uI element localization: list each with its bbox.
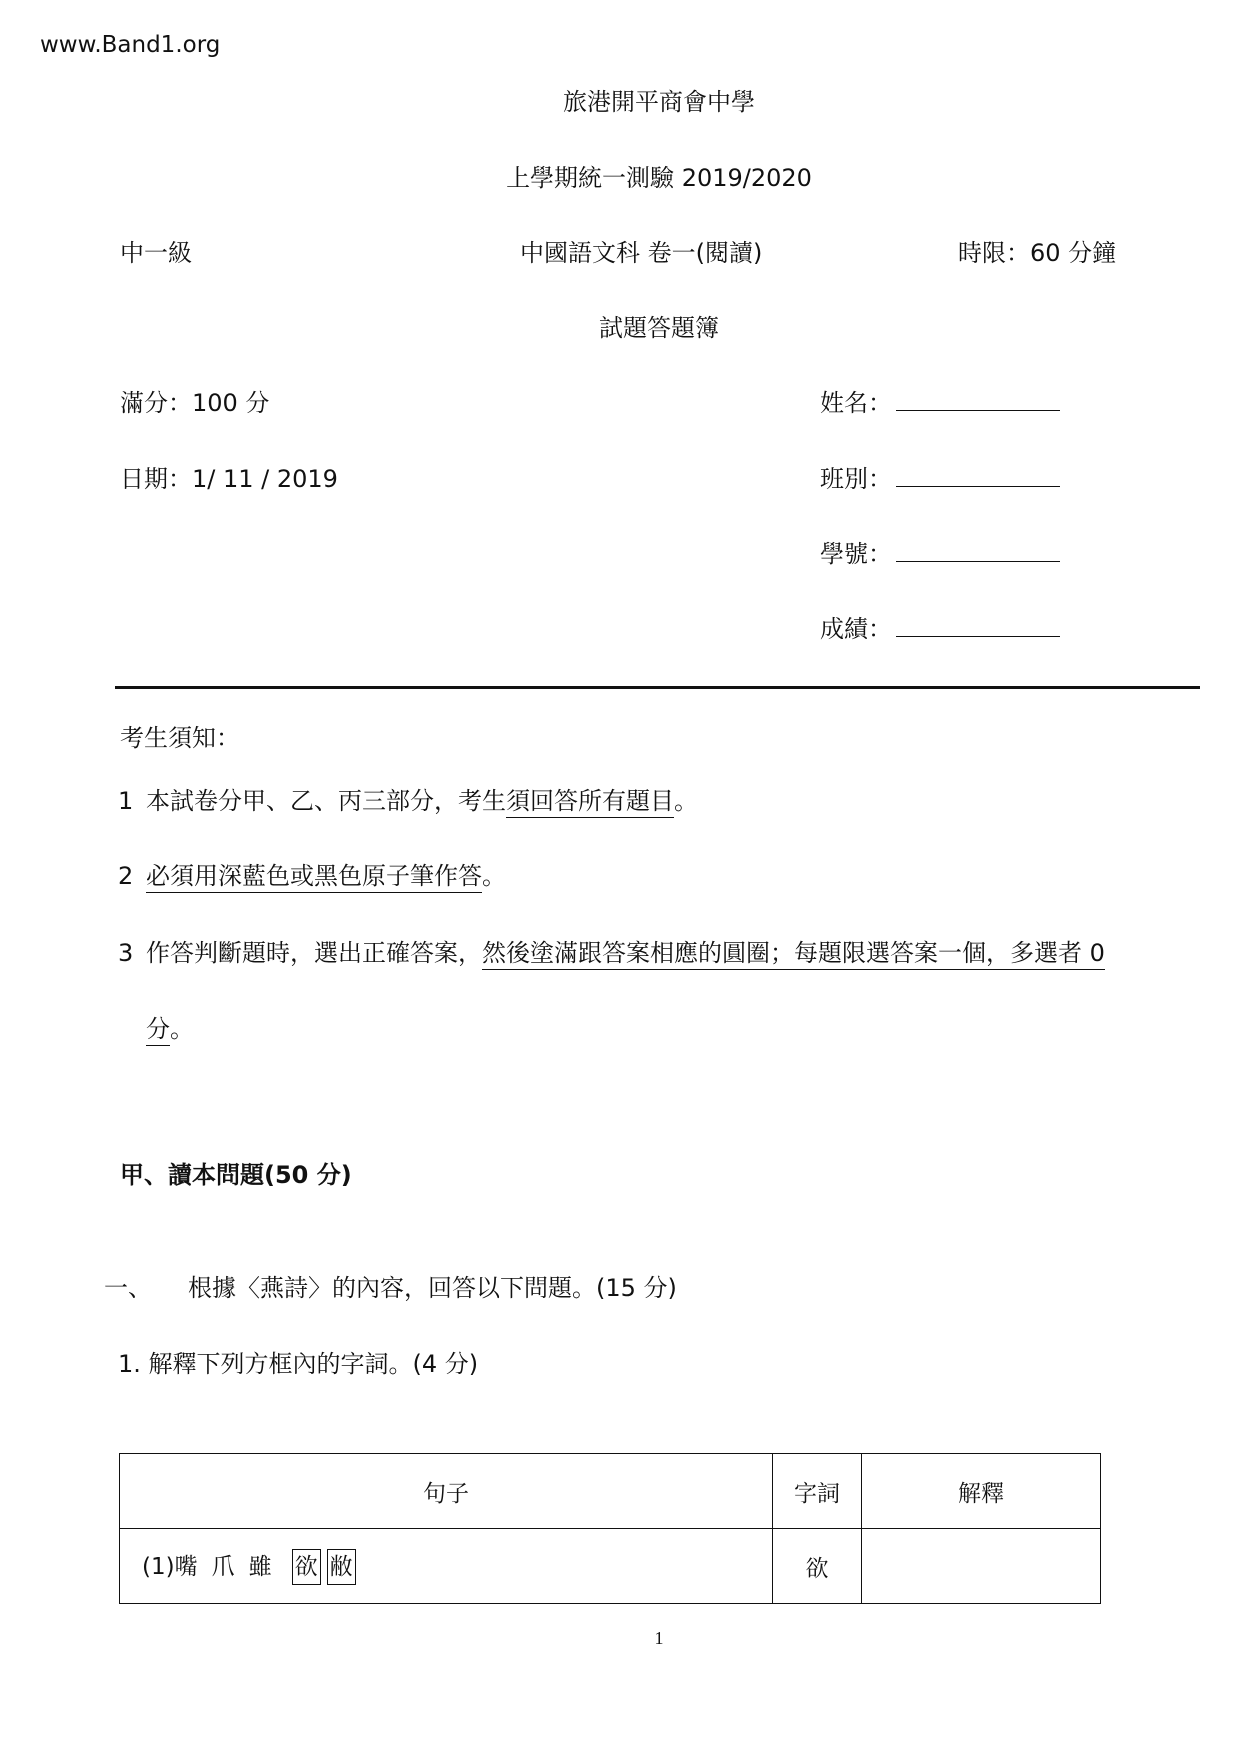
- score-blank[interactable]: [896, 614, 1060, 637]
- section-title: 甲、讀本問題(50 分): [120, 1161, 352, 1189]
- sentence-cell: [120, 1529, 773, 1604]
- header-word: 字詞: [773, 1454, 862, 1529]
- notice-item-3-text: 作答判斷題時，選出正確答案，: [146, 939, 482, 967]
- student-number-field-label: 學號：: [820, 540, 892, 568]
- score-field: [820, 609, 1060, 644]
- exam-name: 上學期統一測驗 2019/2020: [506, 164, 812, 192]
- table-header-row: [120, 1454, 1101, 1529]
- subject-label: 中國語文科 卷一(閱讀): [520, 239, 763, 267]
- explanation-cell[interactable]: [862, 1529, 1101, 1604]
- notice-item-1-text: 本試卷分甲、乙、丙三部分，考生: [146, 787, 506, 815]
- time-limit: 時限：60 分鐘: [958, 239, 1117, 267]
- question-one: [104, 1268, 677, 1303]
- notice-item-2-underlined: 必須用深藍色或黑色原子筆作答: [146, 862, 482, 893]
- name-blank[interactable]: [896, 388, 1060, 411]
- table-row: [120, 1529, 1101, 1604]
- notice-item-3-continued: [146, 1009, 194, 1044]
- sentence-word-3: 雖: [248, 1553, 272, 1580]
- grade-label: 中一級: [120, 239, 192, 267]
- student-number-field: [820, 534, 1060, 569]
- boxed-word-1: 欲: [292, 1549, 321, 1585]
- sub-question: [118, 1344, 478, 1379]
- booklet-title: 試題答題簿: [599, 314, 719, 342]
- question-one-text: 根據〈燕詩〉的內容，回答以下問題。(15 分): [188, 1274, 677, 1302]
- notice-item-1-number: 1: [118, 787, 134, 815]
- notice-item-2-number: 2: [118, 862, 134, 890]
- header-sentence: 句子: [120, 1454, 773, 1529]
- header-explanation: 解釋: [862, 1454, 1101, 1529]
- sentence-word-2: 爪: [211, 1553, 235, 1580]
- exam-date: 日期：1/ 11 / 2019: [120, 465, 338, 493]
- full-marks: 滿分：100 分: [120, 389, 270, 417]
- watermark: www.Band1.org: [40, 32, 221, 58]
- score-field-label: 成績：: [820, 615, 892, 643]
- boxed-word-2: 敝: [327, 1549, 356, 1585]
- sentence-prefix: (1)嘴: [142, 1553, 198, 1580]
- class-field: [820, 459, 1060, 494]
- name-field-label: 姓名：: [820, 389, 892, 417]
- notice-item-3: [118, 933, 1105, 968]
- school-name: 旅港開平商會中學: [563, 88, 755, 116]
- notice-item-3-line2-end: 。: [170, 1015, 194, 1043]
- notice-item-1: [118, 781, 698, 816]
- notice-item-2: [118, 856, 506, 891]
- name-field: [820, 383, 1060, 418]
- question-one-number: 一、: [104, 1274, 152, 1302]
- word-cell: 欲: [773, 1529, 862, 1604]
- class-blank[interactable]: [896, 464, 1060, 487]
- sub-question-number: 1.: [118, 1350, 141, 1378]
- page-number: 1: [654, 1628, 664, 1648]
- notice-item-3-line2-underlined: 分: [146, 1015, 170, 1046]
- notice-item-3-number: 3: [118, 939, 134, 967]
- notice-item-1-end: 。: [674, 787, 698, 815]
- notice-title: 考生須知：: [120, 724, 240, 752]
- vocab-table: [119, 1453, 1101, 1604]
- class-field-label: 班別：: [820, 465, 892, 493]
- student-number-blank[interactable]: [896, 539, 1060, 562]
- notice-item-2-end: 。: [482, 862, 506, 890]
- notice-item-3-underlined: 然後塗滿跟答案相應的圓圈；每題限選答案一個，多選者 0: [482, 939, 1105, 970]
- sub-question-text: 解釋下列方框內的字詞。(4 分): [148, 1350, 479, 1378]
- header-divider: [115, 686, 1200, 689]
- notice-item-1-underlined: 須回答所有題目: [506, 787, 674, 818]
